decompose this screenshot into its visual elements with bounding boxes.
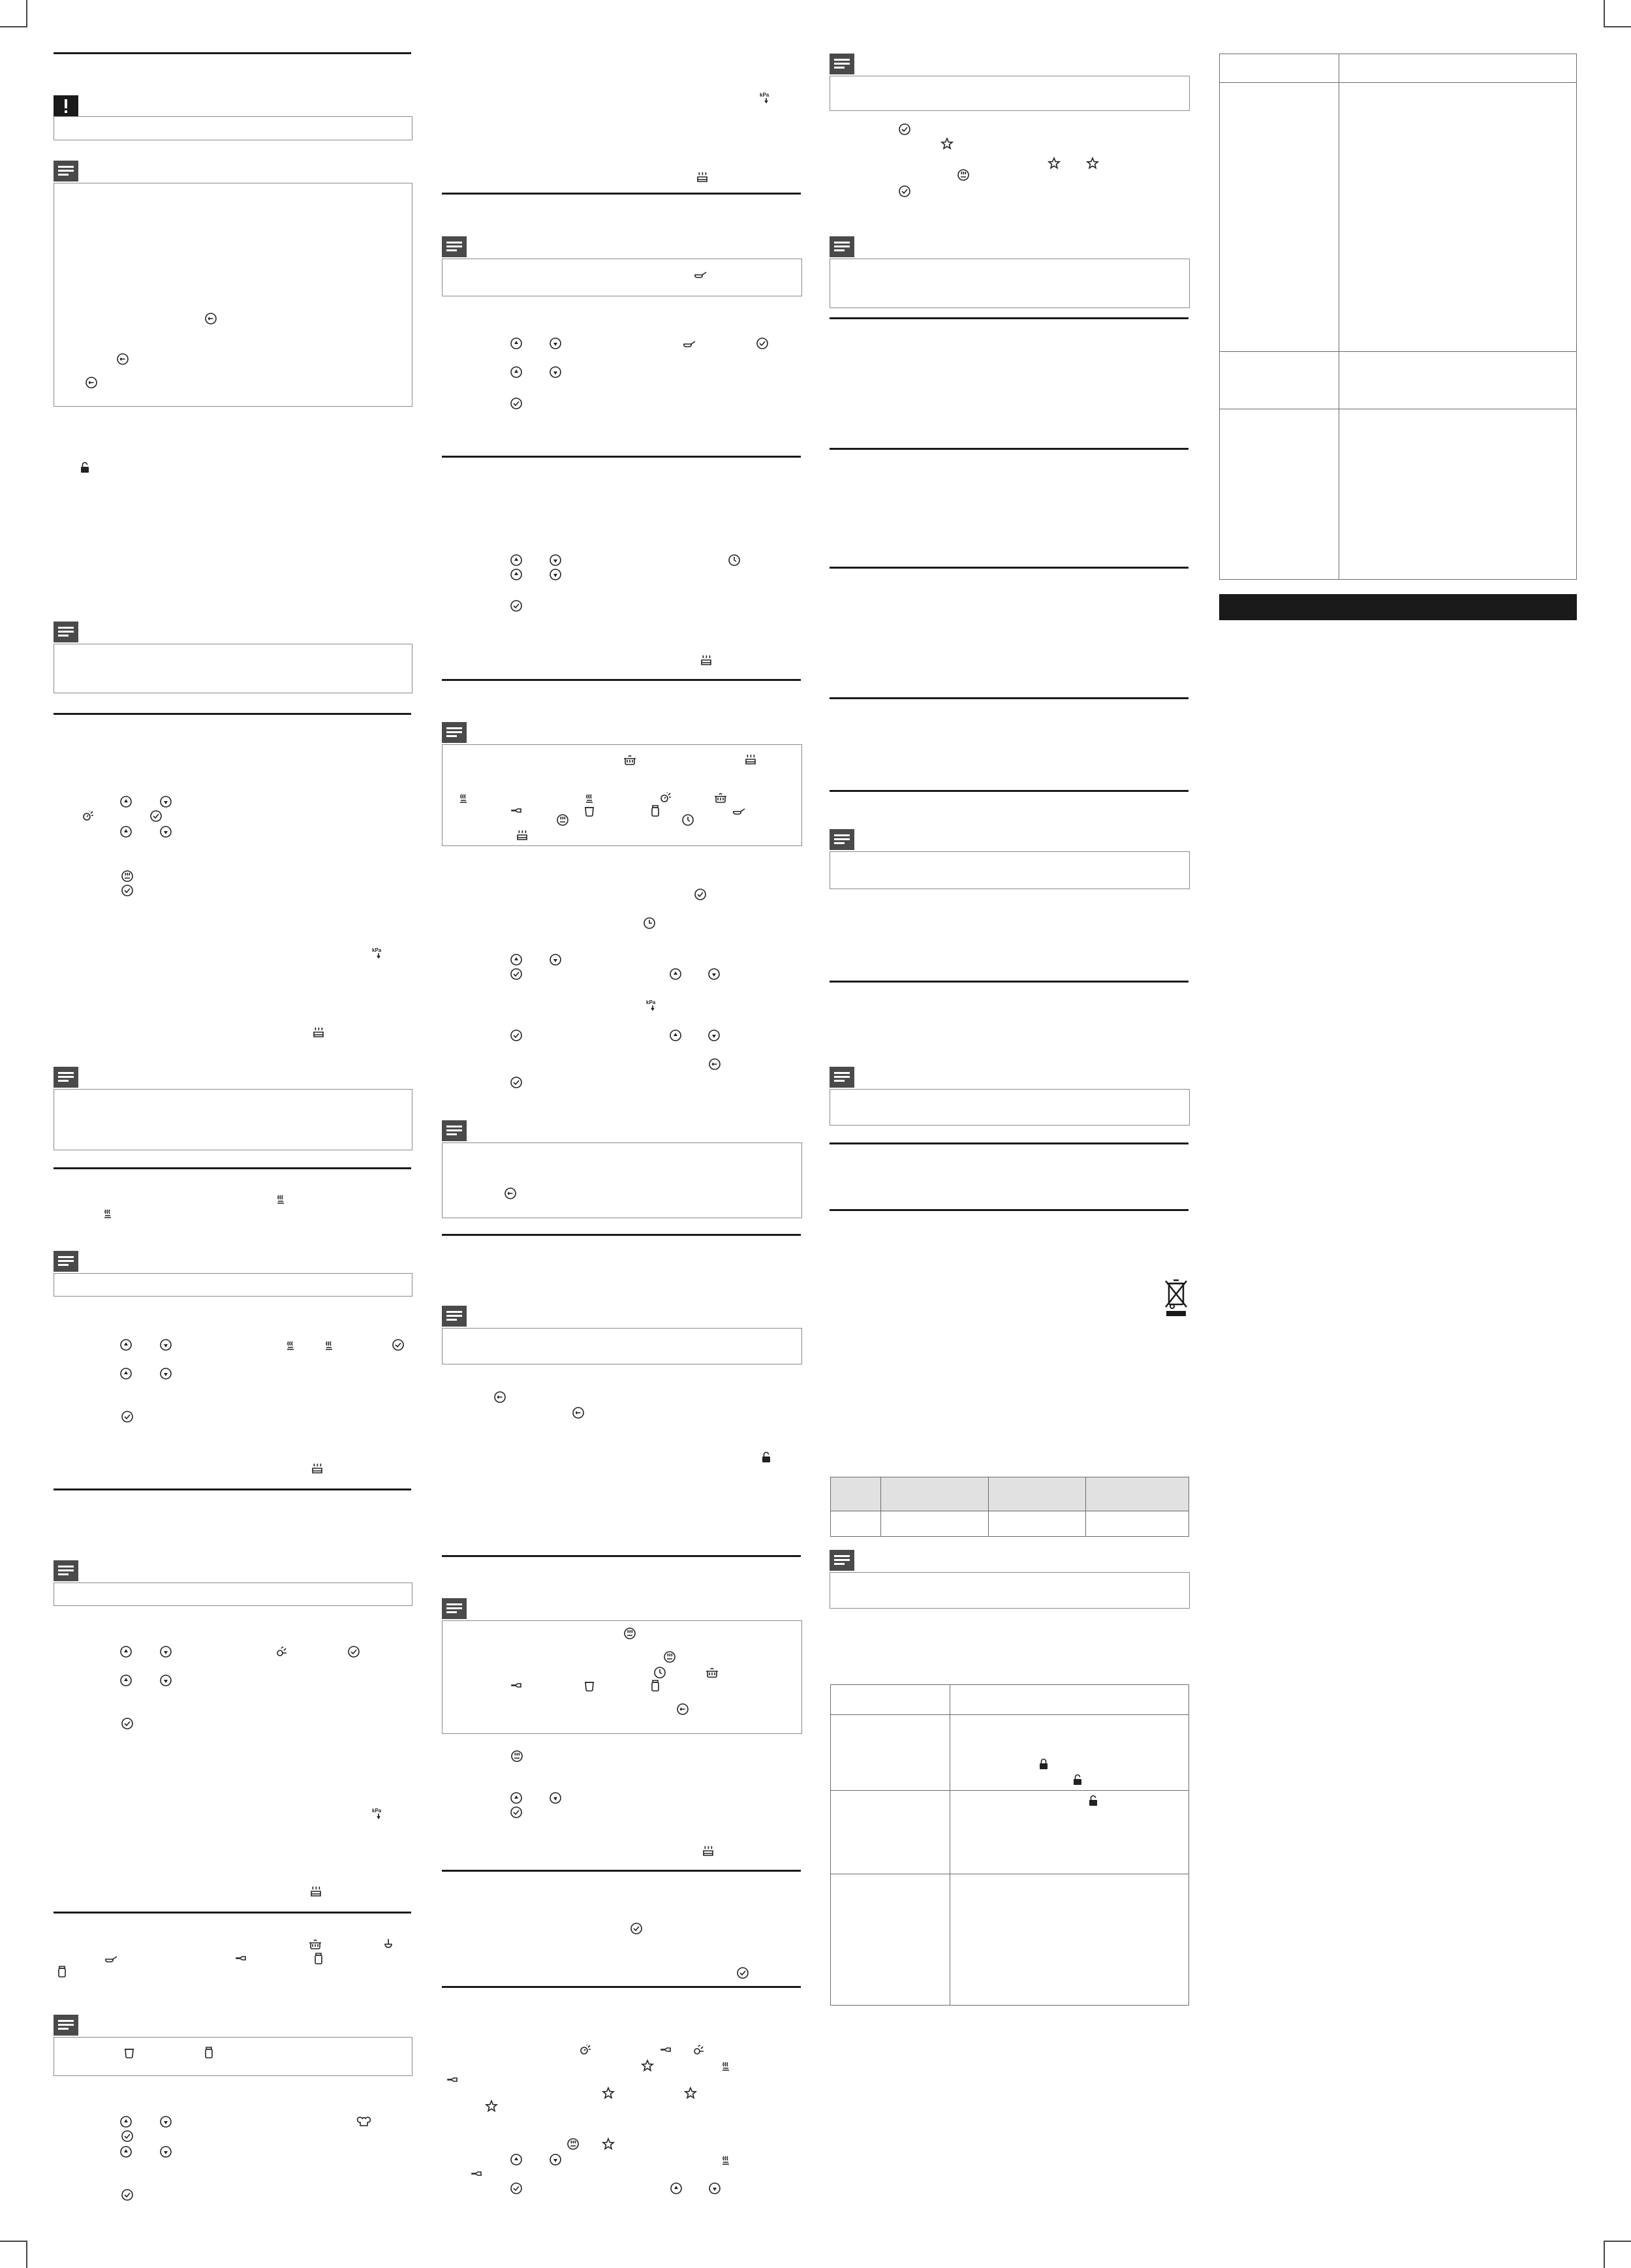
down-arrow-circle-icon [707, 1029, 721, 1042]
cancel-circle-icon [676, 1703, 689, 1716]
table-cell [1339, 83, 1577, 352]
pressure-release-icon [275, 1645, 288, 1658]
table-cell [950, 1715, 1189, 1791]
pan-icon [732, 804, 745, 817]
note-box [54, 1273, 412, 1297]
star-icon [1086, 157, 1099, 170]
crop-mark [1604, 2241, 1605, 2268]
pressure-icon [579, 2043, 592, 2056]
svg-text:kPa: kPa [372, 947, 382, 953]
steamer-icon [311, 1462, 324, 1475]
note-icon [830, 829, 854, 850]
checkmark-circle-icon [736, 1966, 749, 1979]
pot-icon [714, 791, 727, 804]
cancel-circle-icon [85, 376, 98, 389]
checkmark-circle-icon [510, 1076, 523, 1089]
note-box [54, 2037, 412, 2076]
checkmark-circle-icon [121, 1410, 134, 1423]
note-box [54, 183, 412, 407]
checkmark-circle-icon [149, 810, 163, 823]
table-cell [831, 1791, 950, 1874]
note-icon [442, 1306, 467, 1327]
bottle-icon [235, 1952, 248, 1965]
down-arrow-circle-icon [159, 1674, 172, 1687]
crop-mark [1605, 2241, 1631, 2242]
down-arrow-circle-icon [159, 1367, 172, 1380]
down-arrow-circle-icon [549, 2153, 562, 2166]
section-rule [442, 679, 801, 681]
star-icon [940, 137, 954, 150]
checkmark-circle-icon [121, 884, 134, 897]
up-arrow-circle-icon [119, 1645, 132, 1658]
bottle-icon [660, 2043, 673, 2056]
pressure-release-icon [692, 2043, 705, 2056]
table-cell [1339, 409, 1577, 580]
note-icon [54, 2015, 78, 2036]
down-arrow-circle-icon [159, 825, 172, 838]
down-arrow-circle-icon [549, 366, 562, 379]
note-icon [442, 1120, 467, 1141]
steam-icon [457, 791, 470, 804]
steamer-icon [700, 654, 713, 667]
down-arrow-circle-icon [159, 2115, 172, 2128]
section-rule [830, 448, 1188, 450]
up-arrow-circle-icon [510, 568, 523, 581]
up-arrow-circle-icon [510, 366, 523, 379]
unlock-icon [1071, 1773, 1084, 1786]
section-rule [54, 713, 411, 715]
down-arrow-circle-icon [159, 1645, 172, 1658]
table-row [831, 1511, 1189, 1537]
section-rule [830, 567, 1188, 569]
table-cell [831, 1511, 881, 1537]
table-cell [989, 1511, 1086, 1537]
table-cell [831, 1874, 950, 2006]
note-icon [830, 1550, 854, 1571]
troubleshooting-table [830, 1684, 1189, 2006]
kpa-icon [760, 91, 773, 104]
table-cell [950, 1791, 1189, 1874]
keep-warm-icon [623, 1627, 636, 1640]
up-arrow-circle-icon [119, 2145, 132, 2158]
bottle-icon [510, 804, 523, 817]
note-box [830, 1572, 1190, 1609]
checkmark-circle-icon [898, 123, 911, 136]
table-row [1220, 352, 1577, 409]
pressure-icon [82, 810, 95, 823]
section-rule [442, 193, 801, 195]
steamer-icon [702, 1845, 715, 1858]
checkmark-circle-icon [121, 1717, 134, 1730]
table-cell [1339, 54, 1577, 83]
table-cell [1220, 409, 1339, 580]
note-box [830, 1089, 1190, 1126]
crop-mark [26, 0, 27, 27]
svg-text:kPa: kPa [646, 1000, 656, 1005]
crop-mark [1605, 26, 1631, 27]
up-arrow-circle-icon [670, 2182, 683, 2195]
steamer-icon [516, 829, 529, 842]
note-box [830, 76, 1190, 111]
table-cell [1220, 352, 1339, 409]
section-rule [830, 1142, 1188, 1144]
star-icon [602, 2087, 615, 2100]
section-rule [830, 790, 1188, 792]
star-icon [1048, 157, 1061, 170]
note-icon [442, 722, 467, 743]
crock-icon [583, 804, 596, 817]
up-arrow-circle-icon [119, 795, 132, 808]
note-box [442, 1620, 802, 1734]
note-box [54, 644, 412, 693]
footer-bar [1219, 594, 1577, 620]
table-cell [1086, 1511, 1189, 1537]
cancel-circle-icon [504, 1187, 517, 1200]
up-arrow-circle-icon [119, 1367, 132, 1380]
warning-icon [54, 95, 78, 116]
keep-warm-icon [567, 2137, 580, 2150]
table-cell [1086, 1477, 1189, 1511]
table-row [1220, 409, 1577, 580]
down-arrow-circle-icon [549, 568, 562, 581]
table-cell [1220, 83, 1339, 352]
down-arrow-circle-icon [159, 1338, 172, 1351]
checkmark-circle-icon [510, 599, 523, 612]
keep-warm-icon [556, 813, 569, 827]
jar-icon [202, 2046, 215, 2059]
checkmark-circle-icon [121, 2130, 134, 2143]
star-icon [602, 2137, 615, 2150]
lock-icon [1037, 1757, 1050, 1771]
crop-mark [0, 26, 26, 27]
up-arrow-circle-icon [510, 554, 523, 567]
note-box [54, 1583, 412, 1606]
note-icon [442, 236, 467, 257]
down-arrow-circle-icon [549, 1791, 562, 1804]
up-arrow-circle-icon [119, 1338, 132, 1351]
steamer-icon [312, 1026, 325, 1039]
note-box [830, 851, 1190, 889]
crock-icon [123, 2046, 136, 2059]
jar-icon [649, 1679, 662, 1692]
jar-icon [649, 804, 662, 817]
steam-icon [101, 1206, 114, 1220]
section-rule [830, 1209, 1188, 1211]
bottle-icon [446, 2073, 459, 2087]
section-rule [54, 1167, 411, 1169]
checkmark-circle-icon [347, 1645, 360, 1658]
table-header-row [831, 1685, 1189, 1715]
svg-text:kPa: kPa [760, 92, 769, 98]
keep-warm-icon [957, 168, 970, 181]
unlock-icon [760, 1451, 773, 1464]
table-cell [950, 1874, 1189, 2006]
bottle-icon [510, 1679, 523, 1692]
steam-icon [284, 1338, 297, 1351]
up-arrow-circle-icon [119, 1674, 132, 1687]
bottle-icon [471, 2167, 484, 2181]
star-icon [684, 2087, 697, 2100]
up-arrow-circle-icon [510, 337, 523, 350]
note-box [54, 1089, 412, 1150]
note-icon [54, 1251, 78, 1272]
note-icon [54, 1067, 78, 1088]
note-box [442, 1142, 802, 1218]
troubleshooting-table-continued [1219, 54, 1577, 580]
note-icon [442, 1598, 467, 1619]
spec-table [830, 1477, 1189, 1537]
pot-icon [623, 753, 636, 766]
steam-icon [322, 1338, 335, 1351]
steam-icon [719, 2153, 732, 2166]
timer-icon [653, 1666, 666, 1679]
section-rule [442, 1870, 801, 1872]
down-arrow-circle-icon [549, 554, 562, 567]
steam-icon [274, 1192, 287, 1205]
section-rule [830, 981, 1188, 983]
checkmark-circle-icon [510, 1806, 523, 1819]
down-arrow-circle-icon [549, 337, 562, 350]
checkmark-circle-icon [694, 888, 707, 901]
crop-mark [0, 2241, 26, 2242]
checkmark-circle-icon [510, 968, 523, 981]
table-cell [1220, 54, 1339, 83]
ladle-icon [382, 1938, 395, 1951]
timer-icon [681, 813, 694, 827]
steam-icon [583, 791, 596, 804]
svg-text:kPa: kPa [372, 1808, 382, 1814]
crossed-out-wheelie-bin-icon [1164, 1278, 1188, 1317]
table-cell [831, 1685, 950, 1715]
steamer-icon [744, 753, 757, 766]
note-icon [830, 236, 854, 257]
kpa-icon [646, 999, 659, 1012]
up-arrow-circle-icon [510, 2153, 523, 2166]
cancel-circle-icon [493, 1391, 506, 1404]
keep-warm-icon [121, 870, 134, 883]
crop-mark [26, 2241, 27, 2268]
timer-icon [728, 554, 741, 567]
up-arrow-circle-icon [119, 2115, 132, 2128]
checkmark-circle-icon [121, 2188, 134, 2201]
steam-icon [719, 2059, 732, 2072]
warning-box [54, 116, 412, 140]
down-arrow-circle-icon [159, 2145, 172, 2158]
table-cell [989, 1477, 1086, 1511]
steamer-icon [309, 1885, 322, 1898]
section-rule [54, 1488, 411, 1490]
section-rule [830, 317, 1188, 319]
cancel-circle-icon [204, 312, 217, 325]
clock-icon [643, 917, 656, 930]
unlock-icon [78, 461, 91, 474]
table-row [831, 1874, 1189, 2006]
table-cell [950, 1685, 1189, 1715]
section-rule [442, 1555, 801, 1557]
section-rule [54, 52, 411, 54]
table-row [1220, 83, 1577, 352]
checkmark-circle-icon [510, 397, 523, 410]
up-arrow-circle-icon [669, 1029, 682, 1042]
kpa-icon [372, 947, 385, 960]
table-cell [881, 1511, 989, 1537]
cancel-circle-icon [572, 1406, 585, 1419]
section-rule [442, 456, 801, 458]
checkmark-circle-icon [510, 1029, 523, 1042]
jar-icon [312, 1952, 325, 1965]
star-icon [485, 2100, 498, 2113]
down-arrow-circle-icon [159, 795, 172, 808]
star-icon [641, 2059, 654, 2072]
table-header-row [831, 1477, 1189, 1511]
table-cell [1339, 352, 1577, 409]
note-box [830, 259, 1190, 308]
section-rule [54, 1912, 411, 1914]
cancel-circle-icon [708, 1058, 721, 1071]
steamer-icon [696, 171, 709, 184]
crop-mark [1604, 0, 1605, 27]
keep-warm-icon [663, 1650, 676, 1663]
pan-icon [683, 337, 696, 350]
up-arrow-circle-icon [510, 953, 523, 966]
kpa-icon [372, 1807, 385, 1820]
down-arrow-circle-icon [708, 2182, 721, 2195]
table-header-row [1220, 54, 1577, 83]
pot-icon [309, 1938, 322, 1951]
keep-warm-icon [510, 1750, 523, 1763]
pressure-icon [659, 791, 672, 804]
note-icon [54, 1560, 78, 1581]
note-box [442, 1328, 802, 1364]
cancel-circle-icon [116, 353, 129, 366]
up-arrow-circle-icon [510, 1791, 523, 1804]
note-icon [830, 1067, 854, 1088]
chef-hat-icon [357, 2115, 370, 2128]
table-cell [831, 1715, 950, 1791]
note-icon [54, 622, 78, 642]
pan-icon [694, 268, 707, 281]
jar-icon [55, 1965, 69, 1978]
note-icon [830, 54, 854, 74]
section-rule [830, 697, 1188, 699]
unlock-icon [1087, 1794, 1100, 1807]
table-row [831, 1791, 1189, 1874]
down-arrow-circle-icon [549, 953, 562, 966]
crock-icon [583, 1679, 596, 1692]
section-rule [442, 1234, 801, 1236]
checkmark-circle-icon [510, 2182, 523, 2195]
checkmark-circle-icon [898, 185, 911, 198]
pan-icon [104, 1952, 117, 1965]
table-row [831, 1715, 1189, 1791]
checkmark-circle-icon [392, 1338, 405, 1351]
up-arrow-circle-icon [119, 825, 132, 838]
note-box [442, 259, 802, 296]
checkmark-circle-icon [630, 1922, 643, 1935]
section-rule [442, 1986, 801, 1988]
checkmark-circle-icon [756, 337, 769, 350]
down-arrow-circle-icon [707, 968, 721, 981]
table-cell [881, 1477, 989, 1511]
up-arrow-circle-icon [669, 968, 682, 981]
table-cell [831, 1477, 881, 1511]
note-icon [54, 161, 78, 181]
pot-icon [706, 1666, 719, 1679]
